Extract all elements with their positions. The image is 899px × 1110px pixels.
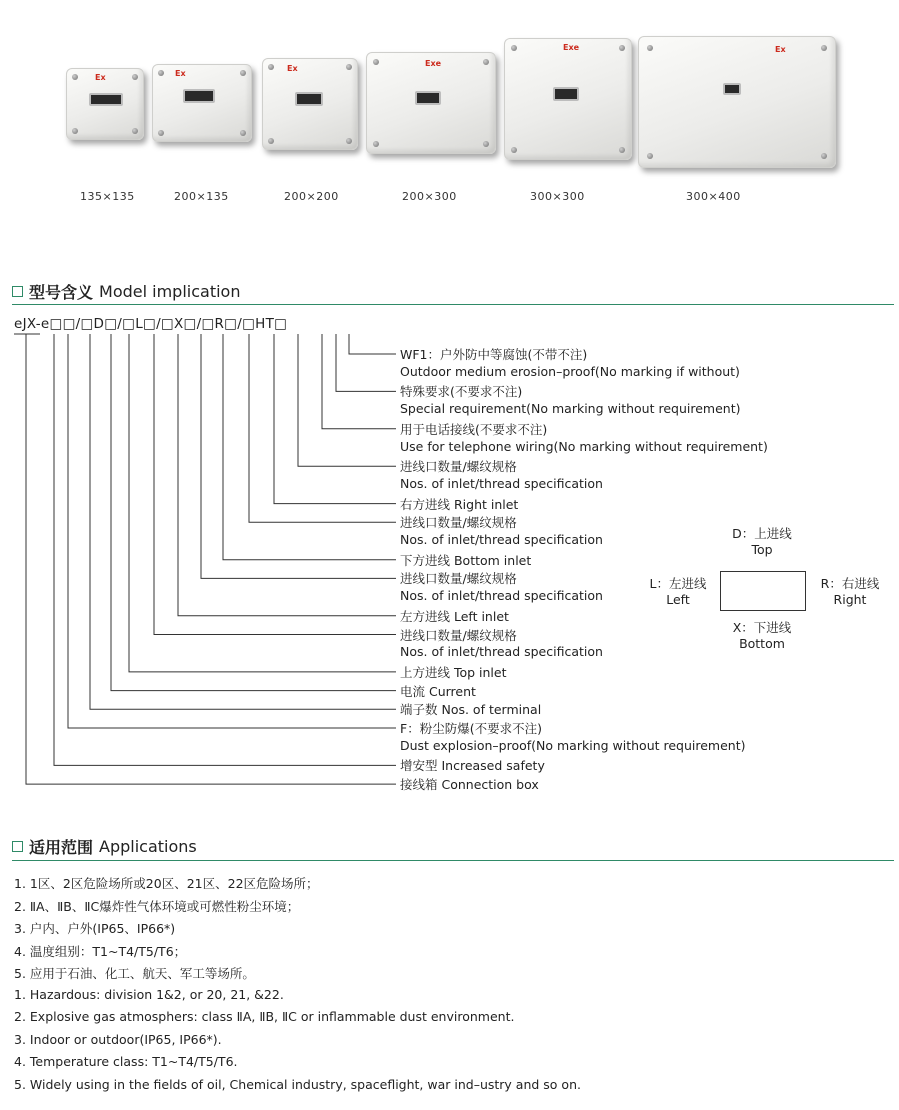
model-description-line: 接线箱 Connection box	[400, 777, 539, 793]
model-description-line: Nos. of inlet/thread specification	[400, 475, 603, 491]
model-description-line: 特殊要求(不要求不注)	[400, 384, 523, 400]
application-item: 5. Widely using in the fields of oil, Chemical industry, spaceflight, war ind–ustry and so on.	[14, 1076, 581, 1092]
size-label: 200×300	[402, 190, 457, 203]
direction-top	[720, 526, 804, 558]
leader-line	[26, 334, 396, 784]
enclosure-rectangle	[720, 571, 806, 611]
direction-left	[640, 576, 716, 608]
application-item: 2. Explosive gas atmosphers: class ⅡA, ⅡB, ⅡC or inflammable dust environment.	[14, 1009, 515, 1024]
application-item: 2. ⅡA、ⅡB、ⅡC爆炸性气体环境或可燃性粉尘环境；	[14, 898, 300, 914]
model-description-line: Dust explosion–proof(No marking without requirement)	[400, 737, 746, 753]
application-item: 1. Hazardous: division 1&2, or 20, 21, &22.	[14, 986, 284, 1002]
model-description-line: 进线口数量/螺纹规格	[400, 627, 517, 643]
model-description-line: 上方进线 Top inlet	[400, 664, 507, 680]
leader-line	[129, 334, 396, 672]
application-item: 4. Temperature class: T1~T4/T5/T6.	[14, 1054, 238, 1069]
model-description-line: Special requirement(No marking without requirement)	[400, 401, 741, 417]
model-description-line: Nos. of inlet/thread specification	[400, 644, 603, 660]
leader-line	[322, 334, 396, 429]
direction-bottom-cn: X：下进线	[732, 620, 792, 635]
ex-mark: Ex	[175, 69, 186, 78]
model-description-line: 电流 Current	[400, 683, 476, 699]
model-code: eJX-e□□/□D□/□L□/□X□/□R□/□HT□	[14, 316, 288, 332]
direction-top-en: Top	[751, 542, 773, 557]
leader-line	[274, 334, 396, 504]
direction-left-en: Left	[666, 592, 690, 607]
model-description-line: 用于电话接线(不要求不注)	[400, 421, 548, 437]
model-description-line: Outdoor medium erosion–proof(No marking if without)	[400, 363, 740, 379]
leader-line	[336, 334, 396, 391]
application-item: 3. Indoor or outdoor(IP65, IP66*).	[14, 1031, 222, 1047]
direction-right-en: Right	[833, 592, 867, 607]
model-description-line: 进线口数量/螺纹规格	[400, 459, 517, 475]
direction-top-cn: D：上进线	[732, 526, 792, 541]
application-item: 4. 温度组别：T1~T4/T5/T6；	[14, 943, 187, 959]
application-item: 1. 1区、2区危险场所或20区、21区、22区危险场所；	[14, 876, 319, 891]
leader-line	[349, 334, 396, 354]
size-label: 200×135	[174, 190, 229, 203]
model-description-line: 左方进线 Left inlet	[400, 608, 509, 624]
model-description-line: 下方进线 Bottom inlet	[400, 552, 532, 568]
model-description-line: WF1：户外防中等腐蚀(不带不注)	[400, 347, 588, 362]
direction-bottom-en: Bottom	[739, 636, 785, 651]
model-description-line: Nos. of inlet/thread specification	[400, 532, 603, 547]
model-description-line: 右方进线 Right inlet	[400, 496, 519, 512]
model-description-line: Use for telephone wiring(No marking without requirement)	[400, 438, 768, 454]
section-heading-applications	[12, 835, 197, 858]
section-title-cn: 适用范围	[29, 838, 94, 857]
section-divider	[12, 860, 894, 861]
model-description-line: 端子数 Nos. of terminal	[400, 702, 542, 718]
section-title-en: Model implication	[99, 282, 241, 301]
direction-left-cn: L：左进线	[649, 576, 707, 591]
application-item: 3. 户内、户外(IP65、IP66*)	[14, 921, 176, 936]
size-label: 300×300	[530, 190, 585, 203]
size-label: 300×400	[686, 190, 741, 203]
model-description-line: 进线口数量/螺纹规格	[400, 515, 517, 531]
size-label: 135×135	[80, 190, 135, 203]
ex-mark: Ex	[775, 45, 786, 54]
leader-line	[178, 334, 396, 616]
application-item: 5. 应用于石油、化工、航天、军工等场所。	[14, 966, 255, 981]
model-description-line: 进线口数量/螺纹规格	[400, 571, 517, 587]
ex-mark: Exe	[425, 59, 442, 68]
model-description-line: 增安型 Increased safety	[400, 758, 545, 774]
ex-mark: Ex	[287, 64, 298, 73]
ex-mark: Exe	[563, 43, 580, 52]
direction-bottom	[720, 620, 804, 652]
ex-mark: Ex	[95, 73, 106, 82]
size-label: 200×200	[284, 190, 339, 203]
direction-right	[808, 576, 892, 608]
section-title-cn: 型号含义	[29, 283, 94, 302]
checkbox-square-icon	[12, 841, 23, 852]
leader-line	[90, 334, 396, 709]
section-title-en: Applications	[99, 837, 197, 856]
leader-line	[68, 334, 396, 728]
model-description-line: Nos. of inlet/thread specification	[400, 588, 603, 604]
leader-line	[54, 334, 396, 765]
leader-line	[154, 334, 396, 635]
model-description-line: F：粉尘防爆(不要求不注)	[400, 721, 542, 736]
direction-right-cn: R：右进线	[820, 576, 880, 591]
